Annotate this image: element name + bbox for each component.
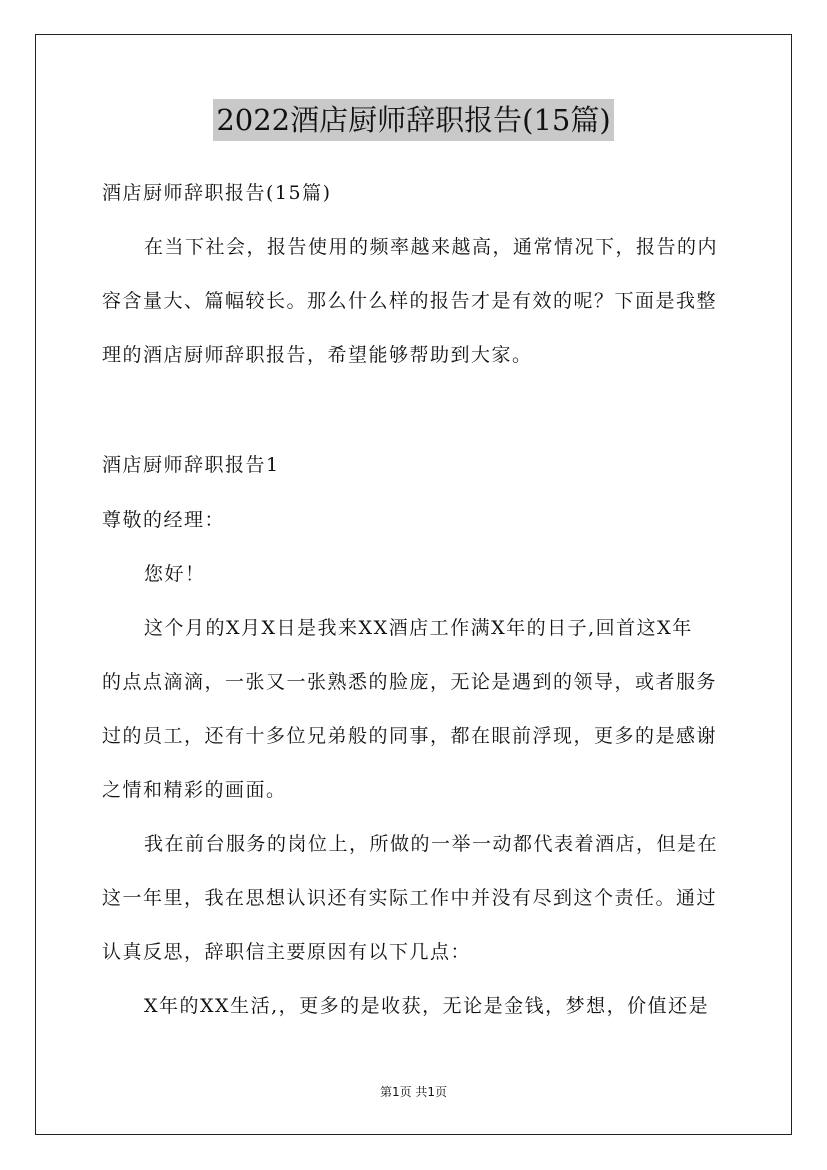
intro-line-3: 理的酒店厨师辞职报告，希望能够帮助到大家。	[102, 344, 533, 366]
paragraph1-line-4: 之情和精彩的画面。	[102, 779, 287, 801]
salutation: 尊敬的经理：	[102, 509, 226, 531]
page-footer: 第1页 共1页	[379, 1085, 448, 1099]
intro-line-1: 在当下社会，报告使用的频率越来越高，通常情况下，报告的内	[144, 236, 719, 258]
paragraph1-line-2: 的点点滴滴，一张又一张熟悉的脸庞，无论是遇到的领导，或者服务	[102, 671, 718, 693]
paragraph2-line-1: 我在前台服务的岗位上，所做的一举一动都代表着酒店，但是在	[144, 833, 719, 855]
paragraph1-line-3: 过的员工，还有十多位兄弟般的同事，都在眼前浮现，更多的是感谢	[102, 725, 718, 747]
title-container	[0, 99, 827, 141]
greeting: 您好！	[144, 563, 206, 585]
section-title: 酒店厨师辞职报告1	[102, 454, 280, 476]
paragraph1-line-1: 这个月的X月X日是我来XX酒店工作满X年的日子,回首这X年	[144, 617, 693, 639]
paragraph2-line-2: 这一年里，我在思想认识还有实际工作中并没有尽到这个责任。通过	[102, 887, 718, 909]
document-subtitle: 酒店厨师辞职报告(15篇)	[102, 182, 332, 204]
document-title: 2022酒店厨师辞职报告(15篇)	[213, 99, 613, 141]
paragraph3-line-1: X年的XX生活,，更多的是收获，无论是金钱，梦想，价值还是	[144, 995, 710, 1017]
paragraph2-line-3: 认真反思，辞职信主要原因有以下几点：	[102, 941, 472, 963]
intro-line-2: 容含量大、篇幅较长。那么什么样的报告才是有效的呢？下面是我整	[102, 290, 718, 312]
